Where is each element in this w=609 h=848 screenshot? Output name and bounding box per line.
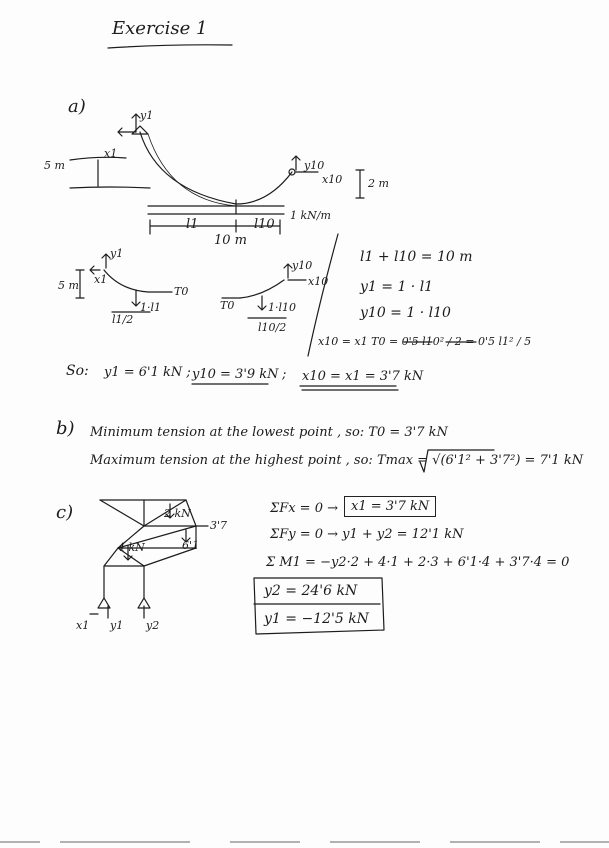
fbd-right-y10: y10 bbox=[292, 259, 313, 272]
x10-label: x10 bbox=[322, 173, 343, 186]
result-label: So: bbox=[66, 363, 89, 379]
truss-load-61-label: 6'1 bbox=[182, 539, 200, 552]
l1-label: l1 bbox=[186, 217, 199, 232]
result-y1-final: y1 = −12'5 kN bbox=[264, 611, 369, 627]
tension-equation: x10 = x1 T0 = 0'5 l10² / 2 = 0'5 l1² / 5 bbox=[318, 335, 532, 348]
truss-load-4-label: 4 kN bbox=[118, 541, 145, 554]
l10-label: l10 bbox=[254, 217, 275, 232]
y10-label: y10 bbox=[304, 159, 325, 172]
height-label: 5 m bbox=[44, 159, 65, 172]
y1-label: y1 bbox=[140, 109, 154, 122]
fbd-left-y1: y1 bbox=[110, 247, 124, 260]
truss-load-37-label: 3'7 bbox=[210, 519, 228, 532]
right-height-label: 2 m bbox=[368, 177, 389, 190]
part-b-line-1: Minimum tension at the lowest point , so: T0 = 3'7 kN bbox=[90, 425, 448, 440]
fbd-left-half: l1/2 bbox=[112, 313, 134, 326]
equation-sum-fx: ΣFx = 0 → bbox=[270, 501, 338, 516]
result-y10: y10 = 3'9 kN bbox=[192, 367, 279, 382]
result-separator: ; bbox=[282, 367, 287, 382]
equation-3: y10 = 1 · l10 bbox=[360, 305, 451, 321]
equation-sum-m: Σ M1 = −y2·2 + 4·1 + 2·3 + 6'1·4 + 3'7·4 = 0 bbox=[266, 555, 570, 570]
truss-y1-label: y1 bbox=[110, 619, 124, 632]
part-b-line-2: Maximum tension at the highest point , so: Tmax = √(6'1² + 3'7²) = 7'1 kN bbox=[90, 453, 584, 468]
fbd-left-height: 5 m bbox=[58, 279, 79, 292]
part-a-label: a) bbox=[68, 96, 86, 117]
equation-sum-fx-result: x1 = 3'7 kN bbox=[344, 496, 436, 517]
part-c-label: c) bbox=[56, 502, 74, 523]
result-y2: y2 = 24'6 kN bbox=[264, 583, 358, 599]
fbd-left-load: 1·l1 bbox=[140, 301, 162, 314]
result-y1: y1 = 6'1 kN ; bbox=[104, 365, 191, 380]
equation-sum-fy: ΣFy = 0 → y1 + y2 = 12'1 kN bbox=[270, 527, 464, 542]
truss-x1-label: x1 bbox=[76, 619, 90, 632]
fbd-left-x1: x1 bbox=[94, 273, 108, 286]
truss-y2-label: y2 bbox=[146, 619, 160, 632]
fbd-left-T0: T0 bbox=[174, 285, 189, 298]
fbd-right-load: 1·l10 bbox=[268, 301, 297, 314]
fbd-right-half: l10/2 bbox=[258, 321, 287, 334]
fbd-right-T0: T0 bbox=[220, 299, 235, 312]
equation-1: l1 + l10 = 10 m bbox=[360, 249, 473, 265]
fbd-right-x10: x10 bbox=[308, 275, 329, 288]
page-title: Exercise 1 bbox=[112, 18, 208, 39]
load-label: 1 kN/m bbox=[290, 209, 331, 222]
result-x: x10 = x1 = 3'7 kN bbox=[302, 369, 424, 384]
x1-label: x1 bbox=[104, 147, 118, 160]
equation-2: y1 = 1 · l1 bbox=[360, 279, 434, 295]
truss-load-2-label: 2 kN bbox=[164, 507, 191, 520]
part-b-label: b) bbox=[56, 418, 75, 439]
span-label: 10 m bbox=[214, 233, 248, 248]
